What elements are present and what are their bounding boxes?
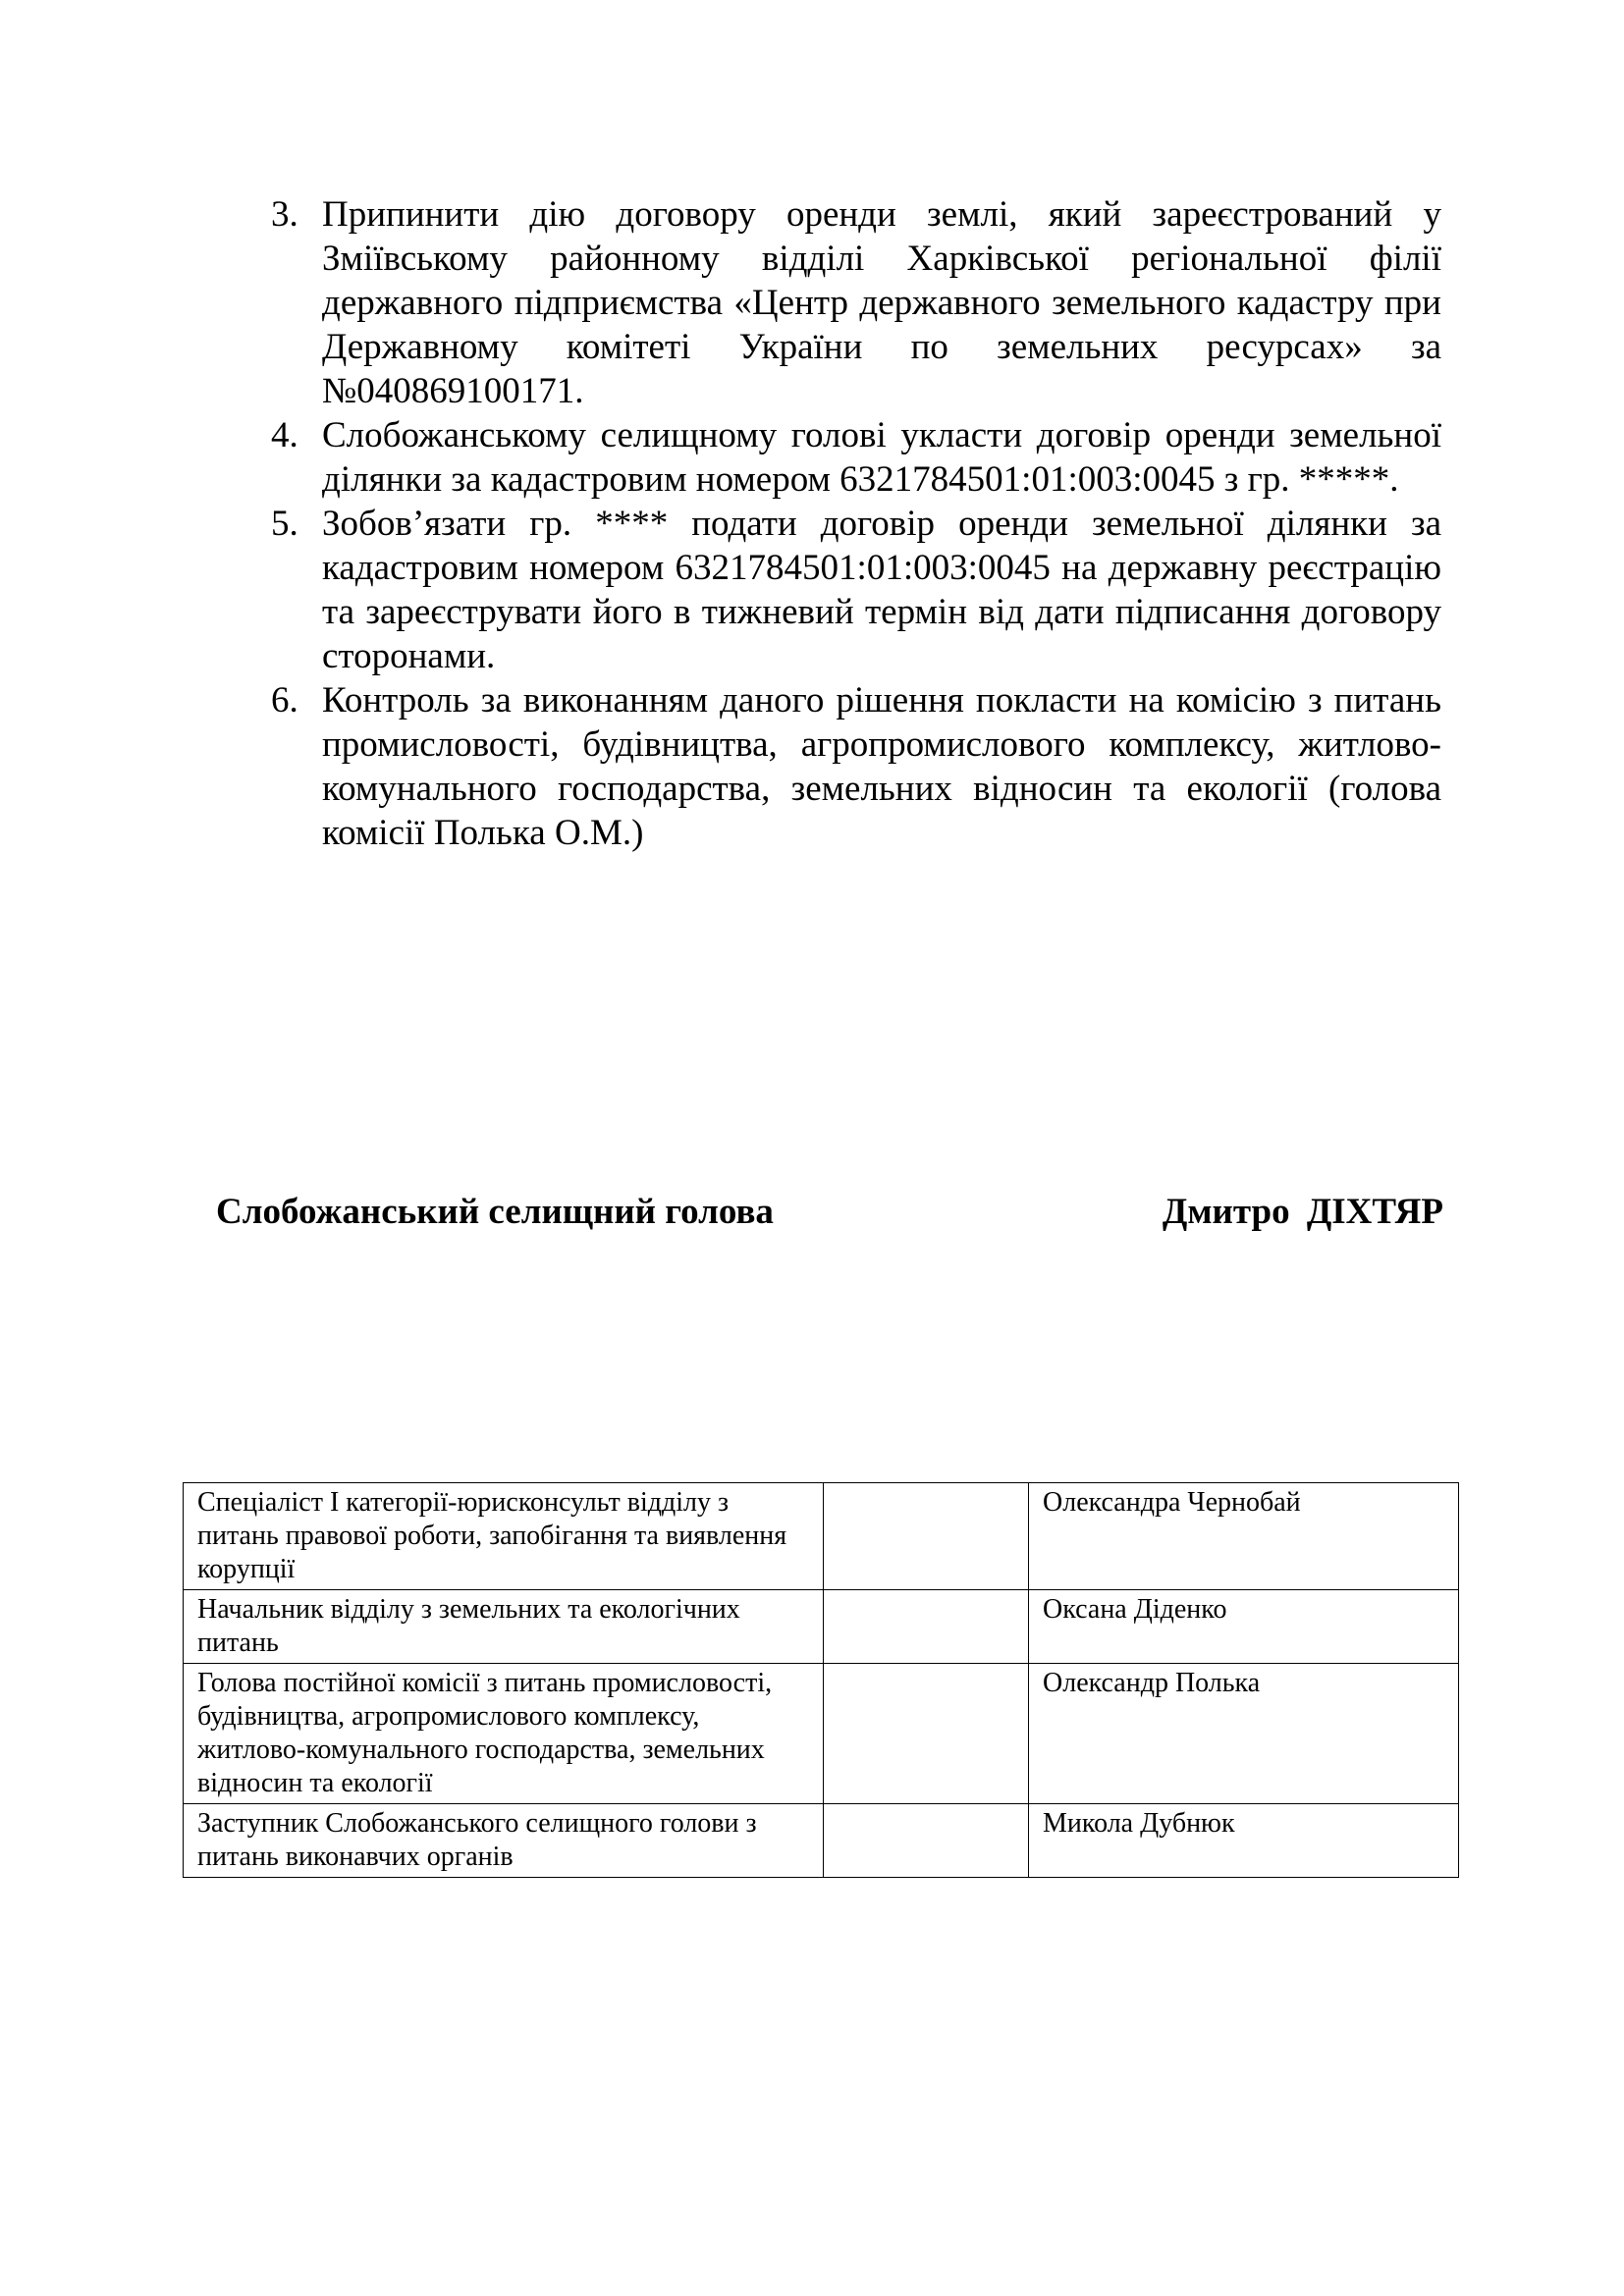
approval-position: Заступник Слобожанського селищного голови з питань виконавчих органів (184, 1804, 824, 1878)
item-number: 3. (271, 194, 298, 235)
decision-item (263, 502, 1441, 678)
approval-signature-cell (824, 1483, 1029, 1590)
approval-row (184, 1804, 1459, 1878)
item-number: 5. (271, 504, 298, 544)
approval-name: Олександра Чернобай (1029, 1483, 1459, 1590)
approval-name: Олександр Полька (1029, 1664, 1459, 1804)
approval-row (184, 1590, 1459, 1664)
approval-position: Спеціаліст І категорії-юрисконсульт відділу з питань правової роботи, запобігання та виявлення корупції (184, 1483, 824, 1590)
approval-row (184, 1664, 1459, 1804)
item-number: 6. (271, 680, 298, 721)
approval-signature-cell (824, 1590, 1029, 1664)
approval-signature-cell (824, 1804, 1029, 1878)
item-text: Припинити дію договору оренди землі, який зареєстрований у Зміївському районному відділі Харківської регіональної філії державного підприємства «Центр державного земельного кадастру при Державному комітеті України по земельних ресурсах» за №040869100171. (322, 194, 1441, 411)
item-number: 4. (271, 415, 298, 455)
item-text: Слобожанському селищному голові укласти договір оренди земельної ділянки за кадастровим номером 6321784501:01:003:0045 з гр. *****. (322, 415, 1441, 500)
decision-item (263, 678, 1441, 855)
decision-item (263, 192, 1441, 413)
approval-name: Оксана Діденко (1029, 1590, 1459, 1664)
approval-position: Голова постійної комісії з питань промисловості, будівництва, агропромислового комплексу, житлово-комунального господарства, земельних відносин та екології (184, 1664, 824, 1804)
item-text: Контроль за виконанням даного рішення покласти на комісію з питань промисловості, будівництва, агропромислового комплексу, житлово-комунального господарства, земельних відносин та екології (голова комісії Полька О.М.) (322, 680, 1441, 853)
decision-items-list (263, 192, 1441, 855)
item-text: Зобов’язати гр. **** подати договір оренди земельної ділянки за кадастровим номером 6321784501:01:003:0045 на державну реєстрацію та зареєструвати його в тижневий термін від дати підписання договору сторонами. (322, 504, 1441, 676)
approval-name: Микола Дубнюк (1029, 1804, 1459, 1878)
signatory-title: Слобожанський селищний голова (216, 1192, 774, 1232)
approval-signature-cell (824, 1664, 1029, 1804)
approval-row (184, 1483, 1459, 1590)
signatory-name: Дмитро ДІХТЯР (1162, 1192, 1443, 1232)
approvals-table (183, 1482, 1459, 1878)
approval-position: Начальник відділу з земельних та екологічних питань (184, 1590, 824, 1664)
decision-item (263, 413, 1441, 502)
